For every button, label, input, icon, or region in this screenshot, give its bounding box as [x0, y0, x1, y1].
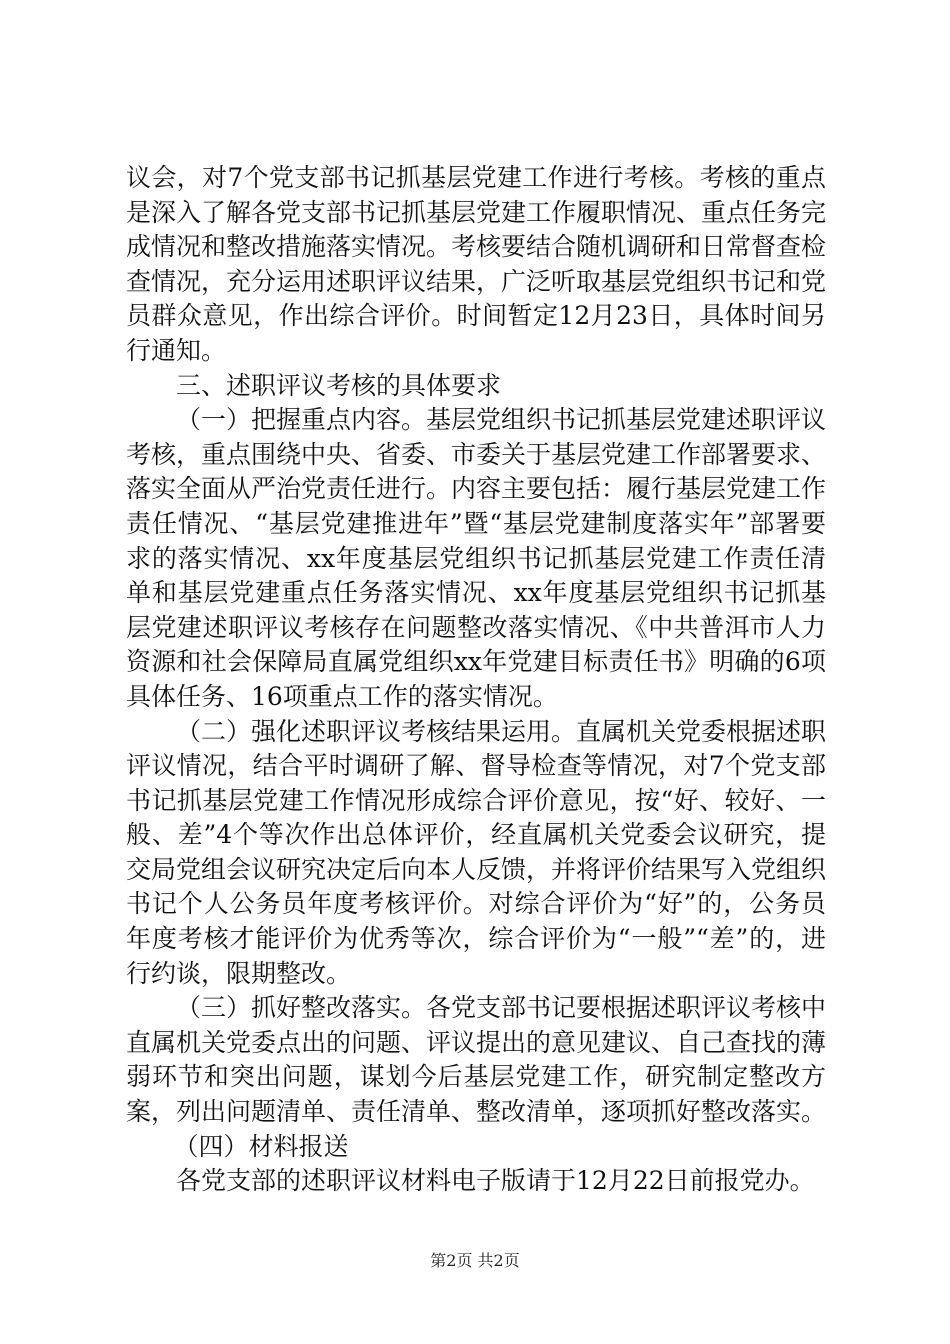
section-heading-requirements: 三、述职评议考核的具体要求 [176, 370, 502, 400]
paragraph-key-content: （一）把握重点内容。基层党组织书记抓基层党建述职评议考核，重点围绕中央、省委、市委关于基层党建工作部署要求、落实全面从严治党责任进行。内容主要包括：履行基层党建工作责任情况、“基层党建推进年”暨“基层党建制度落实年”部署要求的落实情况、xx年度基层党组织书记抓基层党建工作责任清单和基层党建重点任务落实情况、xx年度基层党组织书记抓基层党建述职评议考核存在问题整改落实情况、《中共普洱市人力资源和社会保障局直属党组织xx年党建目标责任书》明确的6项具体任务、16项重点工作的落实情况。 [126, 405, 827, 711]
page-number-footer: 第2页 共2页 [430, 1251, 520, 1270]
paragraph-assessment-continued: 议会，对7个党支部书记抓基层党建工作进行考核。考核的重点是深入了解各党支部书记抓基层党建工作履职情况、重点任务完成情况和整改措施落实情况。考核要结合随机调研和日常督查检查情况，充分运用述职评议结果，广泛听取基层党组织书记和党员群众意见，作出综合评价。时间暂定12月23日，具体时间另行通知。 [126, 163, 827, 365]
paragraph-result-usage: （二）强化述职评议考核结果运用。直属机关党委根据述职评议情况，结合平时调研了解、督导检查等情况，对7个党支部书记抓基层党建工作情况形成综合评价意见，按“好、较好、一般、差”4个等次作出总体评价，经直属机关党委会议研究，提交局党组会议研究决定后向本人反馈，并将评价结果写入党组织书记个人公务员年度考核评价。对综合评价为“好”的，公务员年度考核才能评价为优秀等次，综合评价为“一般”“差”的，进行约谈，限期整改。 [126, 716, 827, 988]
paragraph-materials-deadline: 各党支部的述职评议材料电子版请于12月22日前报党办。 [176, 1166, 815, 1196]
document-body [126, 161, 826, 1199]
paragraph-rectification: （三）抓好整改落实。各党支部书记要根据述职评议考核中直属机关党委点出的问题、评议提出的意见建议、自己查找的薄弱环节和突出问题，谋划今后基层党建工作，研究制定整改方案，列出问题清单、责任清单、整改清单，逐项抓好整改落实。 [126, 993, 827, 1127]
subheading-materials: （四）材料报送 [173, 1131, 349, 1161]
